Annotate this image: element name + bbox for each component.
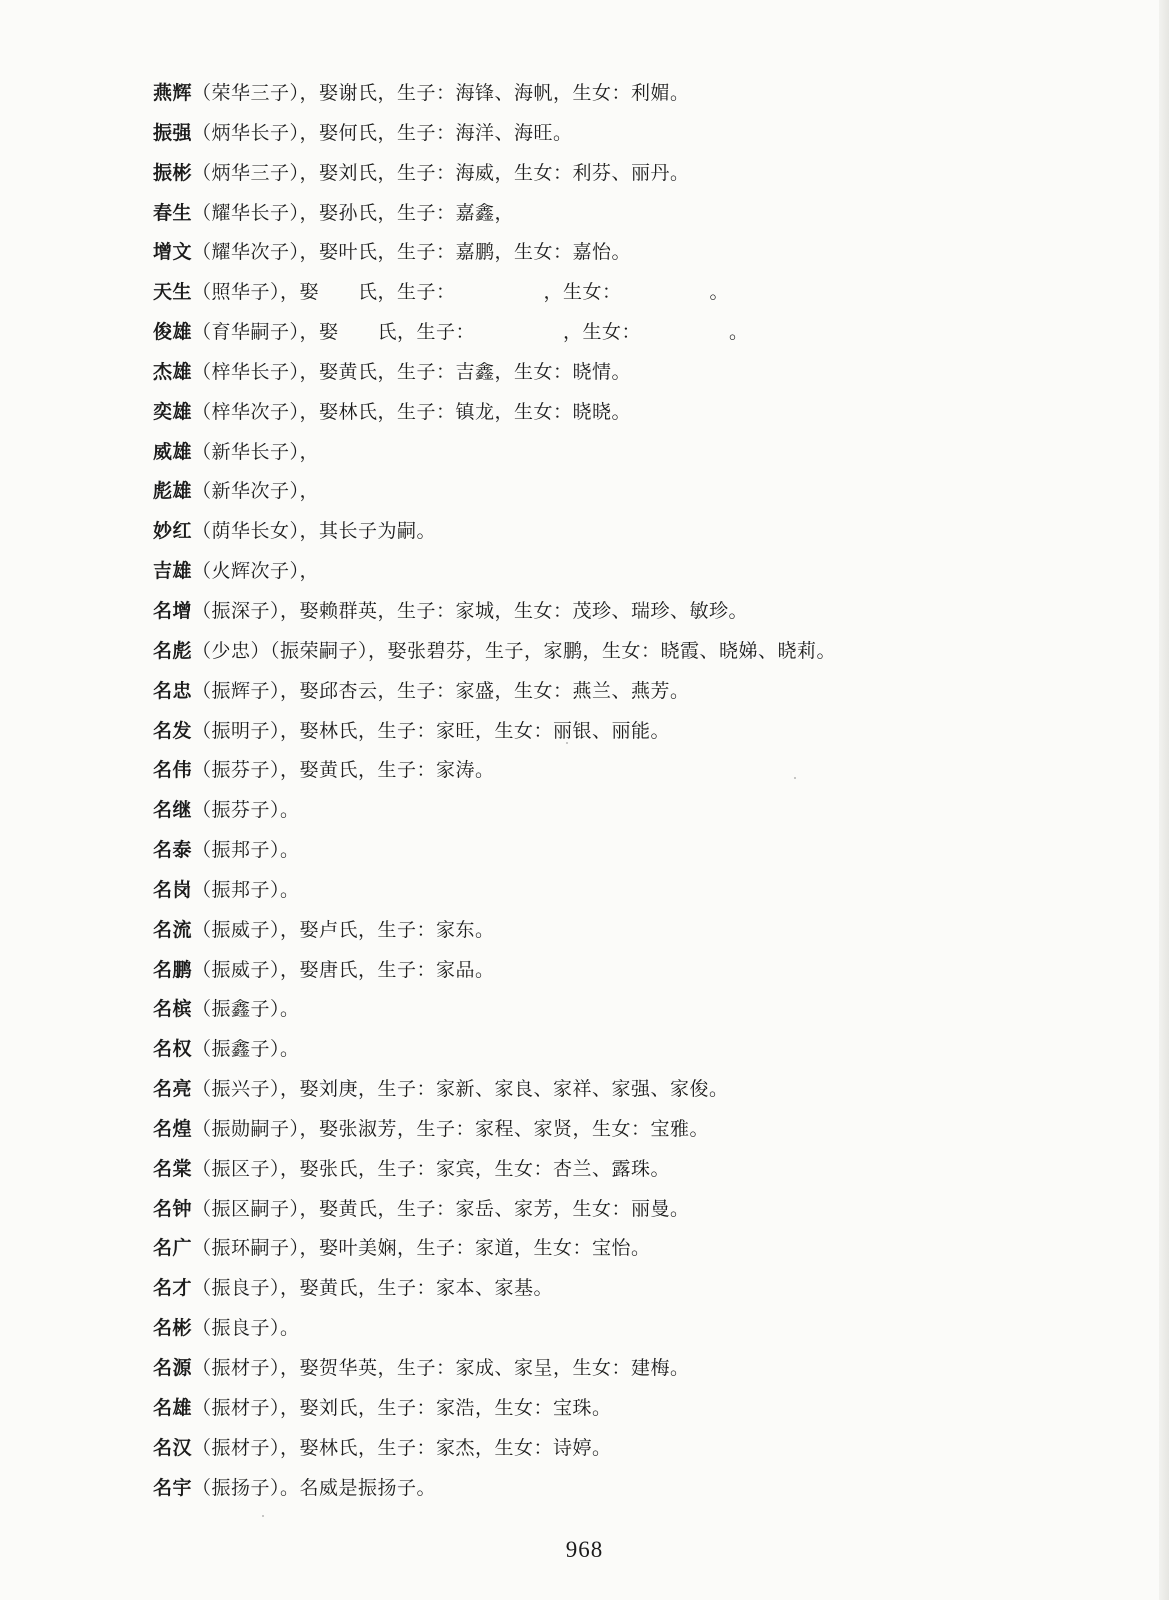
genealogy-entry [153, 313, 1113, 353]
entry-person-name: 名泰 [153, 839, 193, 862]
genealogy-entry [153, 990, 1113, 1030]
entry-description: （振区子），娶张氏，生子：家宾，生女：杏兰、露珠。 [192, 1157, 671, 1180]
entry-person-name: 名继 [153, 799, 193, 822]
entry-person-name: 名汉 [153, 1436, 193, 1459]
entry-person-name: 名雄 [153, 1396, 193, 1419]
scan-speck [262, 1515, 264, 1517]
genealogy-entry [153, 393, 1113, 433]
genealogy-entry [153, 1269, 1113, 1309]
entry-person-name: 名煌 [153, 1117, 193, 1140]
entry-person-name: 名岗 [153, 878, 193, 901]
genealogy-entry [153, 871, 1113, 911]
genealogy-entry [153, 672, 1113, 712]
entry-person-name: 名槟 [153, 998, 193, 1021]
genealogy-entry [153, 1469, 1113, 1509]
entry-description: （振材子），娶林氏，生子：家杰，生女：诗婷。 [192, 1436, 612, 1459]
entry-description: （振兴子），娶刘庚，生子：家新、家良、家祥、家强、家俊。 [192, 1078, 729, 1101]
entry-description: （育华嗣子），娶 氏，生子： ，生女： 。 [192, 321, 749, 344]
genealogy-entry [153, 712, 1113, 752]
entry-person-name: 名权 [153, 1038, 193, 1061]
entry-description: （耀华次子），娶叶氏，生子：嘉鹏，生女：嘉怡。 [192, 241, 632, 264]
entry-description: （振鑫子）。 [192, 1038, 300, 1061]
genealogy-entry [153, 194, 1113, 234]
entry-description: （振勋嗣子），娶张淑芳，生子：家程、家贤，生女：宝雅。 [192, 1117, 710, 1140]
genealogy-entry [153, 1190, 1113, 1230]
genealogy-entry [153, 1349, 1113, 1389]
entry-description: （振材子），娶刘氏，生子：家浩，生女：宝珠。 [192, 1396, 612, 1419]
genealogy-entry [153, 472, 1113, 512]
genealogy-entry [153, 1110, 1113, 1150]
entry-person-name: 春生 [153, 201, 193, 224]
genealogy-entry [153, 433, 1113, 473]
entry-person-name: 振彬 [153, 161, 193, 184]
entry-description: （新华次子）， [192, 480, 320, 503]
genealogy-entry [153, 512, 1113, 552]
genealogy-entry [153, 273, 1113, 313]
genealogy-entry [153, 1309, 1113, 1349]
entry-person-name: 名伟 [153, 759, 193, 782]
entry-description: （照华子），娶 氏，生子： ，生女： 。 [192, 281, 730, 304]
entry-person-name: 俊雄 [153, 321, 193, 344]
entry-person-name: 天生 [153, 281, 193, 304]
entry-description: （耀华长子），娶孙氏，生子：嘉鑫， [192, 201, 515, 224]
entry-person-name: 振强 [153, 121, 193, 144]
entry-person-name: 奕雄 [153, 400, 193, 423]
entry-description: （荫华长女），其长子为嗣。 [192, 520, 437, 543]
genealogy-entry [153, 951, 1113, 991]
entry-description: （新华长子）， [192, 440, 320, 463]
entry-person-name: 名棠 [153, 1157, 193, 1180]
entry-description: （振邦子）。 [192, 839, 300, 862]
entry-person-name: 名流 [153, 918, 193, 941]
entry-person-name: 名鹏 [153, 958, 193, 981]
entry-person-name: 增文 [153, 241, 193, 264]
entry-person-name: 名宇 [153, 1476, 193, 1499]
entry-description: （振扬子）。名威是振扬子。 [192, 1476, 437, 1499]
genealogy-entry [153, 1150, 1113, 1190]
entry-description: （振邦子）。 [192, 878, 300, 901]
entry-person-name: 名广 [153, 1237, 193, 1260]
genealogy-entry [153, 353, 1113, 393]
genealogy-entry [153, 751, 1113, 791]
entry-description: （振芬子）。 [192, 799, 300, 822]
entry-description: （梓华次子），娶林氏，生子：镇龙，生女：晓晓。 [192, 400, 632, 423]
page-number: 968 [565, 1537, 604, 1562]
genealogy-entry [153, 552, 1113, 592]
entry-description: （炳华三子），娶刘氏，生子：海威，生女：利芬、丽丹。 [192, 161, 690, 184]
entry-person-name: 名才 [153, 1277, 193, 1300]
entry-description: （振芬子），娶黄氏，生子：家涛。 [192, 759, 495, 782]
genealogy-entry [153, 1030, 1113, 1070]
entry-description: （振鑫子）。 [192, 998, 300, 1021]
genealogy-entry [153, 74, 1113, 114]
entry-person-name: 杰雄 [153, 360, 193, 383]
entry-person-name: 名忠 [153, 679, 193, 702]
entry-person-name: 名亮 [153, 1078, 193, 1101]
entry-description: （梓华长子），娶黄氏，生子：吉鑫，生女：晓情。 [192, 360, 632, 383]
entry-person-name: 威雄 [153, 440, 193, 463]
entry-person-name: 名发 [153, 719, 193, 742]
entry-description: （振明子），娶林氏，生子：家旺，生女：丽银、丽能。 [192, 719, 671, 742]
entry-description: （振良子）。 [192, 1317, 300, 1340]
entry-description: （振辉子），娶邱杏云，生子：家盛，生女：燕兰、燕芳。 [192, 679, 690, 702]
entry-person-name: 名增 [153, 599, 193, 622]
entry-description: （振威子），娶卢氏，生子：家东。 [192, 918, 495, 941]
genealogy-entry [153, 831, 1113, 871]
genealogy-entry [153, 911, 1113, 951]
entry-description: （振材子），娶贺华英，生子：家成、家呈，生女：建梅。 [192, 1357, 690, 1379]
entry-description: （荣华三子），娶谢氏，生子：海锋、海帆，生女：利媚。 [192, 82, 690, 104]
entry-description: （振良子），娶黄氏，生子：家本、家基。 [192, 1277, 554, 1300]
entry-person-name: 燕辉 [153, 82, 193, 104]
entry-description: （少忠）（振荣嗣子），娶张碧芬，生子，家鹏，生女：晓霞、晓娣、晓莉。 [192, 639, 837, 662]
entry-person-name: 妙红 [153, 520, 193, 543]
genealogy-entry [153, 233, 1113, 273]
entry-person-name: 名彬 [153, 1317, 193, 1340]
genealogy-entry [153, 154, 1113, 194]
entry-description: （火辉次子）， [192, 560, 320, 583]
genealogy-entry-list [153, 74, 1113, 1508]
genealogy-entry [153, 1229, 1113, 1269]
entry-person-name: 名钟 [153, 1197, 193, 1220]
entry-description: （振深子），娶赖群英，生子：家城，生女：茂珍、瑞珍、敏珍。 [192, 599, 749, 622]
genealogy-entry [153, 1429, 1113, 1469]
scan-edge [1159, 0, 1169, 1600]
entry-description: （振环嗣子），娶叶美娴，生子：家道，生女：宝怡。 [192, 1237, 651, 1260]
entry-person-name: 吉雄 [153, 560, 193, 583]
entry-description: （振威子），娶唐氏，生子：家品。 [192, 958, 495, 981]
genealogy-entry [153, 791, 1113, 831]
genealogy-entry [153, 1389, 1113, 1429]
entry-description: （炳华长子），娶何氏，生子：海洋、海旺。 [192, 121, 573, 144]
genealogy-entry [153, 114, 1113, 154]
genealogy-entry [153, 1070, 1113, 1110]
entry-person-name: 彪雄 [153, 480, 193, 503]
entry-description: （振区嗣子），娶黄氏，生子：家岳、家芳，生女：丽曼。 [192, 1197, 690, 1220]
entry-person-name: 名彪 [153, 639, 193, 662]
entry-person-name: 名源 [153, 1357, 193, 1379]
genealogy-entry [153, 632, 1113, 672]
genealogy-entry [153, 592, 1113, 632]
